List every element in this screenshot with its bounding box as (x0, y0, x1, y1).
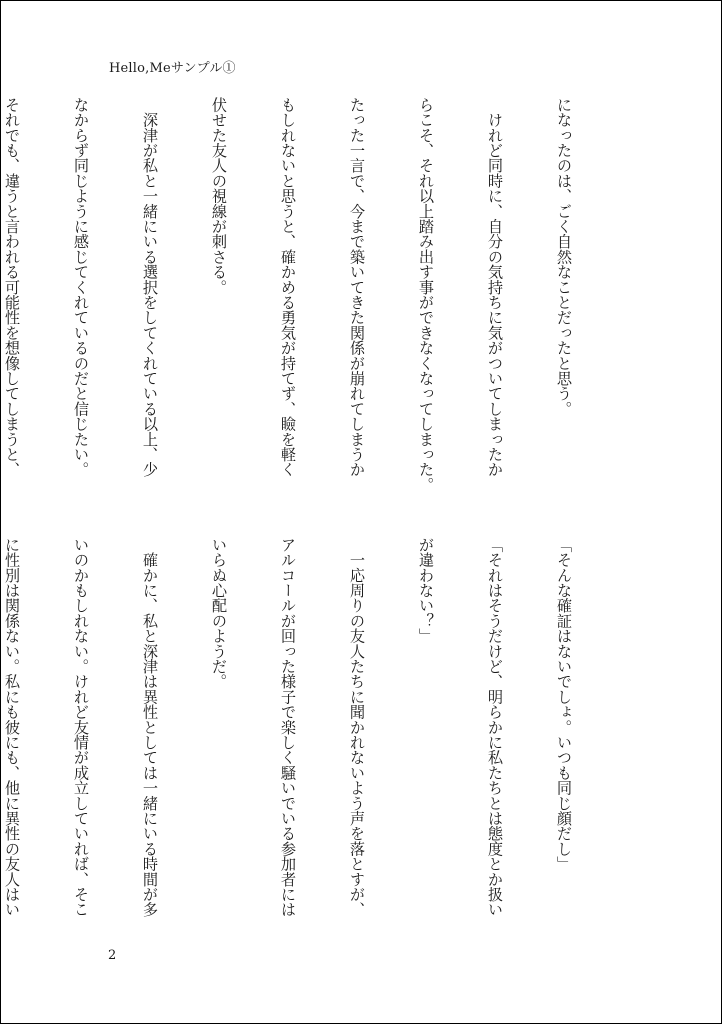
text-line: いのかもしれない。けれど友情が成立していれば、そこ (72, 537, 90, 917)
text-line: けれど同時に、自分の気持ちに気がついてしまったか (486, 97, 504, 477)
text-line: 一応周りの友人たちに聞かれないよう声を落とすが、 (348, 537, 366, 917)
text-line: 伏せた友人の視線が刺さる。 (210, 97, 228, 295)
page-number: 2 (108, 948, 117, 963)
text-line: に性別は関係ない。私にも彼にも、他に異性の友人はい (3, 537, 21, 917)
text-line: もしれないと思うと、確かめる勇気が持てず、瞼を軽く (279, 97, 297, 477)
text-line: らこそ、それ以上踏み出す事ができなくなってしまった。 (417, 97, 435, 493)
text-block-top (0, 97, 621, 505)
text-line: 確かに、私と深津は異性としては一緒にいる時間が多 (141, 537, 159, 917)
text-line: 「そんな確証はないでしょ。いつも同じ顔だし」 (555, 537, 573, 872)
text-line: アルコールが回った様子で楽しく騒いでいる参加者には (279, 537, 297, 917)
text-line: たった一言で、今まで築いてきた関係が崩れてしまうか (348, 97, 366, 477)
text-line: いらぬ心配のようだ。 (210, 537, 228, 689)
running-head: Hello,Meサンプル① (109, 61, 236, 76)
text-block-bottom (0, 537, 621, 925)
text-line: なからず同じように感じてくれているのだと信じたい。 (72, 97, 90, 477)
text-line: 「それはそうだけど、明らかに私たちとは態度とか扱い (486, 537, 504, 917)
text-line: が違わない？」 (417, 537, 435, 644)
text-line: それでも、違うと言われる可能性を想像してしまうと、 (3, 97, 21, 477)
text-line: になったのは、ごく自然なことだったと思う。 (555, 97, 573, 417)
text-line: 深津が私と一緒にいる選択をしてくれている以上、少 (141, 97, 159, 477)
